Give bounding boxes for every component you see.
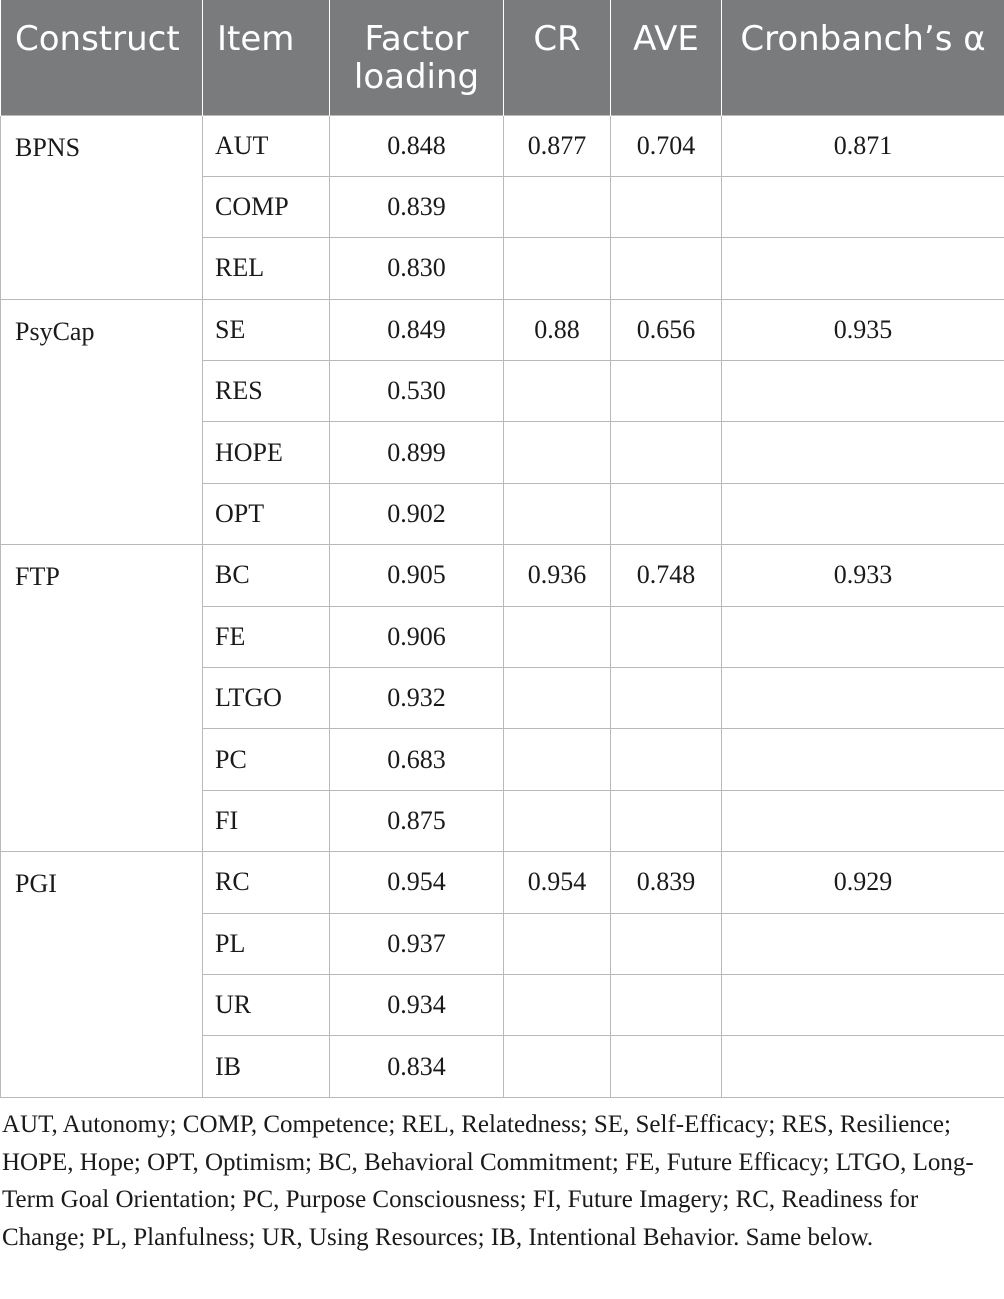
- ave-cell: 0.704: [611, 115, 722, 176]
- item-cell: PC: [203, 729, 330, 790]
- item-cell: COMP: [203, 176, 330, 237]
- item-cell: LTGO: [203, 668, 330, 729]
- item-cell: IB: [203, 1036, 330, 1097]
- factor-loading-cell: 0.530: [330, 361, 504, 422]
- item-cell: RES: [203, 361, 330, 422]
- item-cell: BC: [203, 545, 330, 606]
- factor-loading-cell: 0.848: [330, 115, 504, 176]
- header-item: Item: [203, 0, 330, 115]
- construct-cell: BPNS: [1, 115, 203, 299]
- ave-cell: [611, 238, 722, 299]
- cr-cell: [504, 1036, 611, 1097]
- table-header-row: [1, 0, 1004, 115]
- header-factor-loading: Factor loading: [330, 0, 504, 115]
- factor-loading-cell: 0.830: [330, 238, 504, 299]
- cr-cell: 0.877: [504, 115, 611, 176]
- factor-loading-cell: 0.849: [330, 299, 504, 360]
- alpha-cell: [722, 238, 1004, 299]
- construct-cell: PsyCap: [1, 299, 203, 545]
- alpha-cell: [722, 974, 1004, 1035]
- factor-loading-cell: 0.937: [330, 913, 504, 974]
- factor-loading-cell: 0.954: [330, 852, 504, 913]
- cr-cell: 0.88: [504, 299, 611, 360]
- item-cell: FE: [203, 606, 330, 667]
- alpha-cell: [722, 668, 1004, 729]
- item-cell: PL: [203, 913, 330, 974]
- ave-cell: 0.748: [611, 545, 722, 606]
- factor-loading-cell: 0.875: [330, 790, 504, 851]
- factor-loading-cell: 0.906: [330, 606, 504, 667]
- item-cell: OPT: [203, 483, 330, 544]
- cr-cell: [504, 790, 611, 851]
- header-ave: AVE: [611, 0, 722, 115]
- item-cell: RC: [203, 852, 330, 913]
- cr-cell: [504, 361, 611, 422]
- ave-cell: [611, 176, 722, 237]
- alpha-cell: [722, 422, 1004, 483]
- factor-loading-cell: 0.683: [330, 729, 504, 790]
- cr-cell: [504, 483, 611, 544]
- ave-cell: [611, 668, 722, 729]
- factor-loading-cell: 0.834: [330, 1036, 504, 1097]
- alpha-cell: [722, 790, 1004, 851]
- ave-cell: 0.656: [611, 299, 722, 360]
- cr-cell: [504, 176, 611, 237]
- ave-cell: 0.839: [611, 852, 722, 913]
- table-row: [1, 545, 1004, 606]
- item-cell: SE: [203, 299, 330, 360]
- item-cell: FI: [203, 790, 330, 851]
- ave-cell: [611, 361, 722, 422]
- ave-cell: [611, 913, 722, 974]
- alpha-cell: [722, 361, 1004, 422]
- alpha-cell: 0.933: [722, 545, 1004, 606]
- table-row: [1, 852, 1004, 913]
- cr-cell: [504, 668, 611, 729]
- header-cr: CR: [504, 0, 611, 115]
- factor-loading-cell: 0.899: [330, 422, 504, 483]
- cr-cell: 0.936: [504, 545, 611, 606]
- ave-cell: [611, 422, 722, 483]
- factor-loading-cell: 0.905: [330, 545, 504, 606]
- header-cronbach-alpha: Cronbanch’s α: [722, 0, 1004, 115]
- construct-cell: PGI: [1, 852, 203, 1098]
- ave-cell: [611, 606, 722, 667]
- alpha-cell: [722, 606, 1004, 667]
- alpha-cell: 0.871: [722, 115, 1004, 176]
- factor-loading-cell: 0.934: [330, 974, 504, 1035]
- alpha-cell: [722, 729, 1004, 790]
- table-body: [1, 115, 1004, 1097]
- construct-cell: FTP: [1, 545, 203, 852]
- alpha-cell: [722, 1036, 1004, 1097]
- factor-loading-cell: 0.902: [330, 483, 504, 544]
- header-construct: Construct: [1, 0, 203, 115]
- item-cell: HOPE: [203, 422, 330, 483]
- alpha-cell: [722, 483, 1004, 544]
- alpha-cell: [722, 913, 1004, 974]
- alpha-cell: [722, 176, 1004, 237]
- cr-cell: 0.954: [504, 852, 611, 913]
- cr-cell: [504, 729, 611, 790]
- cr-cell: [504, 913, 611, 974]
- alpha-cell: 0.935: [722, 299, 1004, 360]
- cr-cell: [504, 422, 611, 483]
- table-footnote: AUT, Autonomy; COMP, Competence; REL, Relatedness; SE, Self-Efficacy; RES, Resilience; HOPE, Hope; OPT, Optimism; BC, Behavioral Commitment; FE, Future Efficacy; LTGO, Long-Term Goal Orientation; PC, Purpose Consciousness; FI, Future Imagery; RC, Readiness for Change; PL, Planfulness; UR, Using Resources; IB, Intentional Behavior. Same below.: [2, 1111, 974, 1251]
- factor-loading-cell: 0.932: [330, 668, 504, 729]
- alpha-cell: 0.929: [722, 852, 1004, 913]
- table-row: [1, 299, 1004, 360]
- ave-cell: [611, 790, 722, 851]
- cr-cell: [504, 606, 611, 667]
- ave-cell: [611, 483, 722, 544]
- cr-cell: [504, 238, 611, 299]
- ave-cell: [611, 729, 722, 790]
- item-cell: UR: [203, 974, 330, 1035]
- ave-cell: [611, 974, 722, 1035]
- item-cell: REL: [203, 238, 330, 299]
- cr-cell: [504, 974, 611, 1035]
- table-row: [1, 115, 1004, 176]
- item-cell: AUT: [203, 115, 330, 176]
- factor-loading-cell: 0.839: [330, 176, 504, 237]
- ave-cell: [611, 1036, 722, 1097]
